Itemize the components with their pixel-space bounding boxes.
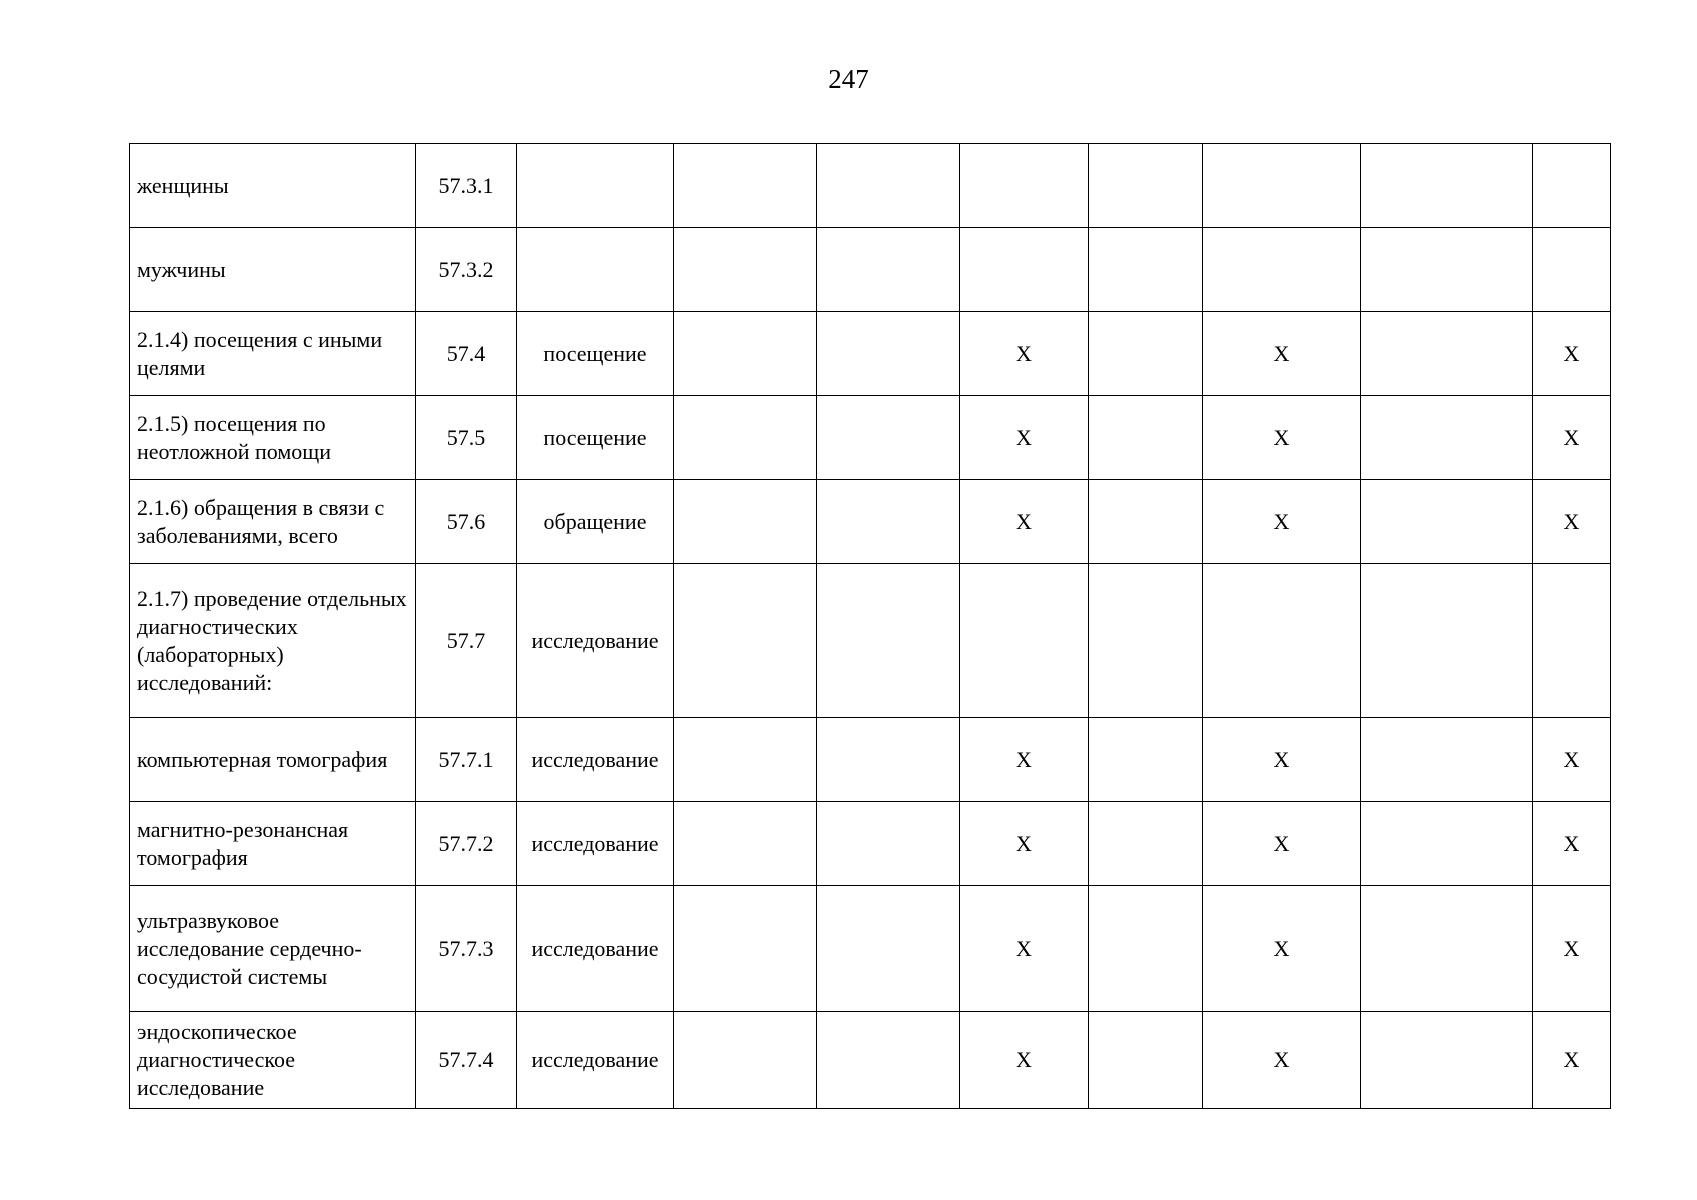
- value-cell: X: [1533, 802, 1611, 886]
- row-unit-cell: исследование: [517, 802, 674, 886]
- value-cell: [1361, 802, 1533, 886]
- value-cell: [674, 886, 817, 1012]
- data-table: [129, 143, 1611, 1109]
- value-cell: [1089, 1012, 1203, 1109]
- value-cell: X: [960, 480, 1089, 564]
- value-cell: [1203, 144, 1361, 228]
- value-cell: [1089, 312, 1203, 396]
- row-code-cell: 57.3.2: [416, 228, 517, 312]
- table-row: [130, 312, 1611, 396]
- value-cell: [960, 144, 1089, 228]
- value-cell: X: [960, 1012, 1089, 1109]
- row-code-cell: 57.3.1: [416, 144, 517, 228]
- value-cell: X: [1533, 718, 1611, 802]
- value-cell: [674, 564, 817, 718]
- table-row: [130, 802, 1611, 886]
- table-row: [130, 480, 1611, 564]
- value-cell: [674, 480, 817, 564]
- row-unit-cell: посещение: [517, 396, 674, 480]
- table-row: [130, 144, 1611, 228]
- row-code-cell: 57.7: [416, 564, 517, 718]
- value-cell: [960, 228, 1089, 312]
- value-cell: X: [1533, 396, 1611, 480]
- row-unit-cell: [517, 228, 674, 312]
- table-row: [130, 396, 1611, 480]
- value-cell: [817, 396, 960, 480]
- value-cell: [674, 396, 817, 480]
- row-unit-cell: посещение: [517, 312, 674, 396]
- table-row: [130, 886, 1611, 1012]
- row-unit-cell: исследование: [517, 1012, 674, 1109]
- value-cell: [674, 802, 817, 886]
- value-cell: [817, 564, 960, 718]
- row-code-cell: 57.6: [416, 480, 517, 564]
- row-code-cell: 57.5: [416, 396, 517, 480]
- value-cell: [674, 312, 817, 396]
- value-cell: X: [1203, 480, 1361, 564]
- value-cell: [1361, 480, 1533, 564]
- value-cell: [1203, 564, 1361, 718]
- row-unit-cell: исследование: [517, 564, 674, 718]
- value-cell: X: [960, 886, 1089, 1012]
- value-cell: [674, 228, 817, 312]
- table-row: [130, 564, 1611, 718]
- row-name-cell: 2.1.5) посещения по неотложной помощи: [130, 396, 416, 480]
- value-cell: [817, 886, 960, 1012]
- value-cell: [817, 802, 960, 886]
- row-name-cell: 2.1.7) проведение отдельных диагностических (лабораторных) исследований:: [130, 564, 416, 718]
- row-unit-cell: обращение: [517, 480, 674, 564]
- value-cell: X: [1203, 1012, 1361, 1109]
- value-cell: X: [960, 802, 1089, 886]
- value-cell: [817, 312, 960, 396]
- value-cell: X: [1203, 886, 1361, 1012]
- row-name-cell: эндоскопическое диагностическое исследование: [130, 1012, 416, 1109]
- value-cell: [1089, 886, 1203, 1012]
- row-name-cell: магнитно-резонансная томография: [130, 802, 416, 886]
- value-cell: [960, 564, 1089, 718]
- row-code-cell: 57.7.1: [416, 718, 517, 802]
- value-cell: [817, 144, 960, 228]
- value-cell: [817, 228, 960, 312]
- value-cell: X: [960, 718, 1089, 802]
- value-cell: X: [960, 396, 1089, 480]
- value-cell: [1361, 228, 1533, 312]
- value-cell: X: [1533, 1012, 1611, 1109]
- row-name-cell: мужчины: [130, 228, 416, 312]
- value-cell: [1361, 1012, 1533, 1109]
- value-cell: X: [960, 312, 1089, 396]
- value-cell: [1089, 144, 1203, 228]
- value-cell: [1089, 718, 1203, 802]
- value-cell: [674, 144, 817, 228]
- value-cell: [1533, 564, 1611, 718]
- row-name-cell: 2.1.6) обращения в связи с заболеваниями, всего: [130, 480, 416, 564]
- row-name-cell: женщины: [130, 144, 416, 228]
- value-cell: [1089, 228, 1203, 312]
- row-code-cell: 57.7.4: [416, 1012, 517, 1109]
- table-body: [130, 144, 1611, 1109]
- value-cell: X: [1203, 396, 1361, 480]
- page-number: 247: [828, 64, 869, 94]
- value-cell: [1361, 396, 1533, 480]
- value-cell: X: [1203, 802, 1361, 886]
- row-name-cell: ультразвуковое исследование сердечно-сосудистой системы: [130, 886, 416, 1012]
- value-cell: [1089, 480, 1203, 564]
- row-code-cell: 57.4: [416, 312, 517, 396]
- value-cell: [817, 1012, 960, 1109]
- value-cell: [1361, 564, 1533, 718]
- row-code-cell: 57.7.3: [416, 886, 517, 1012]
- row-unit-cell: исследование: [517, 718, 674, 802]
- value-cell: [1533, 144, 1611, 228]
- value-cell: [1361, 144, 1533, 228]
- value-cell: [1533, 228, 1611, 312]
- value-cell: [1203, 228, 1361, 312]
- value-cell: [1089, 564, 1203, 718]
- value-cell: [1361, 718, 1533, 802]
- value-cell: X: [1203, 718, 1361, 802]
- value-cell: [1089, 396, 1203, 480]
- row-name-cell: компьютерная томография: [130, 718, 416, 802]
- value-cell: [674, 1012, 817, 1109]
- value-cell: X: [1203, 312, 1361, 396]
- value-cell: [1361, 312, 1533, 396]
- value-cell: [1089, 802, 1203, 886]
- row-unit-cell: исследование: [517, 886, 674, 1012]
- value-cell: [674, 718, 817, 802]
- row-unit-cell: [517, 144, 674, 228]
- value-cell: X: [1533, 886, 1611, 1012]
- value-cell: [1361, 886, 1533, 1012]
- row-code-cell: 57.7.2: [416, 802, 517, 886]
- row-name-cell: 2.1.4) посещения с иными целями: [130, 312, 416, 396]
- value-cell: X: [1533, 312, 1611, 396]
- value-cell: [817, 718, 960, 802]
- value-cell: X: [1533, 480, 1611, 564]
- table-row: [130, 228, 1611, 312]
- value-cell: [817, 480, 960, 564]
- table-row: [130, 1012, 1611, 1109]
- table-row: [130, 718, 1611, 802]
